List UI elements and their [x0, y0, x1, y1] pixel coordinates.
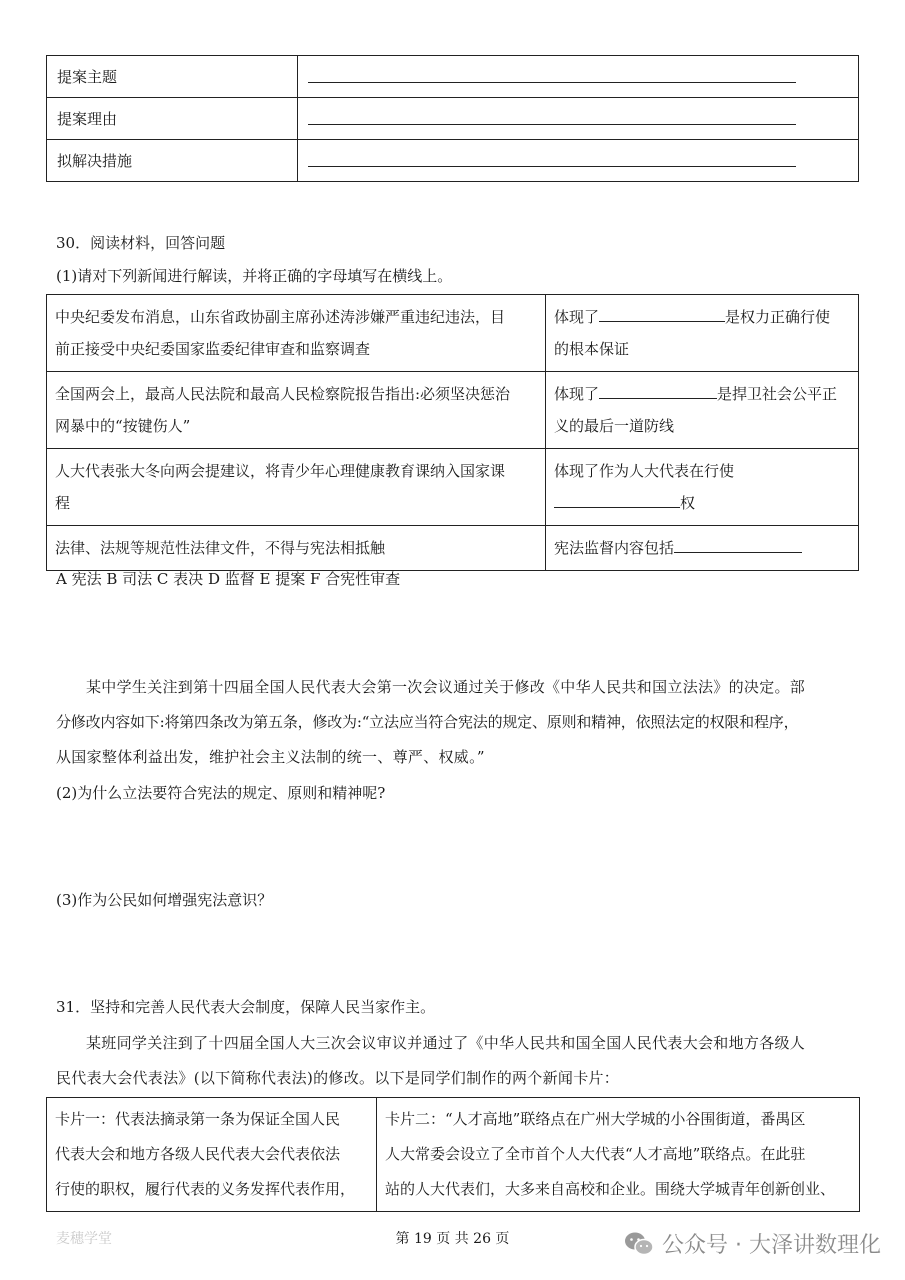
news-cell: [47, 295, 546, 372]
material-line: 民代表大会代表法》(以下简称代表法)的修改。以下是同学们制作的两个新闻卡片：: [56, 1069, 620, 1087]
card-text: 卡片一：代表法摘录第一条为保证全国人民: [55, 1110, 341, 1128]
interpretation-text: 体现了: [554, 385, 600, 403]
news-cell: [47, 526, 546, 571]
answer-blank[interactable]: [599, 303, 725, 322]
interpretation-cell: [546, 372, 859, 449]
proposal-fill-cell[interactable]: [298, 56, 859, 98]
interpretation-text: 义的最后一道防线: [554, 417, 675, 435]
interpretation-text: 的根本保证: [554, 340, 630, 358]
watermark-left: 麦穗学堂: [56, 1231, 112, 1247]
question-30-sub3: (3)作为公民如何增强宪法意识？: [56, 891, 273, 909]
interpretation-text: 是权力正确行使: [725, 308, 831, 326]
card-text: 人大常委会设立了全市首个人大代表“人才高地”联络点。在此驻: [385, 1145, 806, 1163]
news-card-1: [47, 1098, 377, 1212]
card-text: 行使的职权，履行代表的义务发挥代表作用，: [55, 1180, 356, 1198]
watermark-right: [624, 1228, 881, 1259]
card-text: 代表大会和地方各级人民代表大会代表依法: [55, 1145, 341, 1163]
wechat-icon: [624, 1231, 654, 1257]
material-31: [56, 1026, 856, 1096]
table-row: [47, 526, 859, 571]
page-number: 第 19 页 共 26 页: [395, 1231, 510, 1247]
proposal-label: 提案理由: [47, 98, 298, 140]
material-line: 分修改内容如下:将第四条改为第五条，修改为:“立法应当符合宪法的规定、原则和精神，依照法定的权限和程序，: [56, 713, 799, 731]
table-row: [47, 1098, 860, 1212]
proposal-table: [46, 55, 859, 182]
table-row: [47, 449, 859, 526]
news-text: 前正接受中央纪委国家监委纪律审查和监察调查: [55, 340, 371, 358]
answer-blank[interactable]: [554, 489, 680, 508]
interpretation-text: 体现了作为人大代表在行使: [554, 462, 735, 480]
interpretation-text: 是捍卫社会公平正: [717, 385, 838, 403]
news-text: 人大代表张大冬向两会提建议，将青少年心理健康教育课纳入国家课: [55, 462, 506, 480]
answer-blank[interactable]: [599, 380, 717, 399]
table-row: [47, 56, 859, 98]
news-text: 法律、法规等规范性法律文件，不得与宪法相抵触: [55, 539, 386, 557]
table-row: [47, 98, 859, 140]
proposal-label: 拟解决措施: [47, 140, 298, 182]
watermark-text: 公众号 · 大泽讲数理化: [662, 1233, 881, 1258]
news-cell: [47, 449, 546, 526]
news-text: 网暴中的“按键伤人”: [55, 417, 191, 435]
proposal-label: 提案主题: [47, 56, 298, 98]
news-text: 全国两会上，最高人民法院和最高人民检察院报告指出:必须坚决惩治: [55, 385, 511, 403]
answer-line[interactable]: [308, 82, 796, 83]
news-cell: [47, 372, 546, 449]
material-line: 从国家整体利益出发，维护社会主义法制的统一、尊严、权威。”: [56, 748, 485, 766]
interpretation-text: 体现了: [554, 308, 600, 326]
answer-line[interactable]: [308, 166, 796, 167]
question-31-title: 31．坚持和完善人民代表大会制度，保障人民当家作主。: [56, 998, 436, 1016]
answer-line[interactable]: [308, 124, 796, 125]
proposal-fill-cell[interactable]: [298, 98, 859, 140]
table-row: [47, 295, 859, 372]
interpretation-cell: [546, 449, 859, 526]
interpretation-text: 权: [680, 494, 696, 512]
material-line: 某中学生关注到第十四届全国人民代表大会第一次会议通过关于修改《中华人民共和国立法法》的决定。部: [86, 678, 806, 696]
answer-options: A 宪法 B 司法 C 表决 D 监督 E 提案 F 合宪性审查: [56, 570, 401, 588]
question-30-sub1: (1)请对下列新闻进行解读，并将正确的字母填写在横线上。: [56, 267, 453, 285]
news-text: 中央纪委发布消息，山东省政协副主席孙述涛涉嫌严重违纪违法，目: [55, 308, 506, 326]
material-30: [56, 670, 856, 775]
question-30-sub2: (2)为什么立法要符合宪法的规定、原则和精神呢?: [56, 784, 386, 802]
material-line: 某班同学关注到了十四届全国人大三次会议审议并通过了《中华人民共和国全国人民代表大会和地方各级人: [86, 1034, 806, 1052]
interpretation-cell: [546, 295, 859, 372]
news-interpretation-table: [46, 294, 859, 571]
card-text: 站的人大代表们，大多来自高校和企业。围绕大学城青年创新创业、: [385, 1180, 836, 1198]
card-text: 卡片二：“人才高地”联络点在广州大学城的小谷围街道，番禺区: [385, 1110, 806, 1128]
interpretation-text: 宪法监督内容包括: [554, 539, 675, 557]
news-card-2: [377, 1098, 860, 1212]
news-text: 程: [55, 494, 71, 512]
news-cards-table: [46, 1097, 860, 1212]
table-row: [47, 140, 859, 182]
table-row: [47, 372, 859, 449]
answer-blank[interactable]: [674, 534, 802, 553]
proposal-fill-cell[interactable]: [298, 140, 859, 182]
interpretation-cell: [546, 526, 859, 571]
question-30-title: 30．阅读材料，回答问题: [56, 234, 226, 252]
